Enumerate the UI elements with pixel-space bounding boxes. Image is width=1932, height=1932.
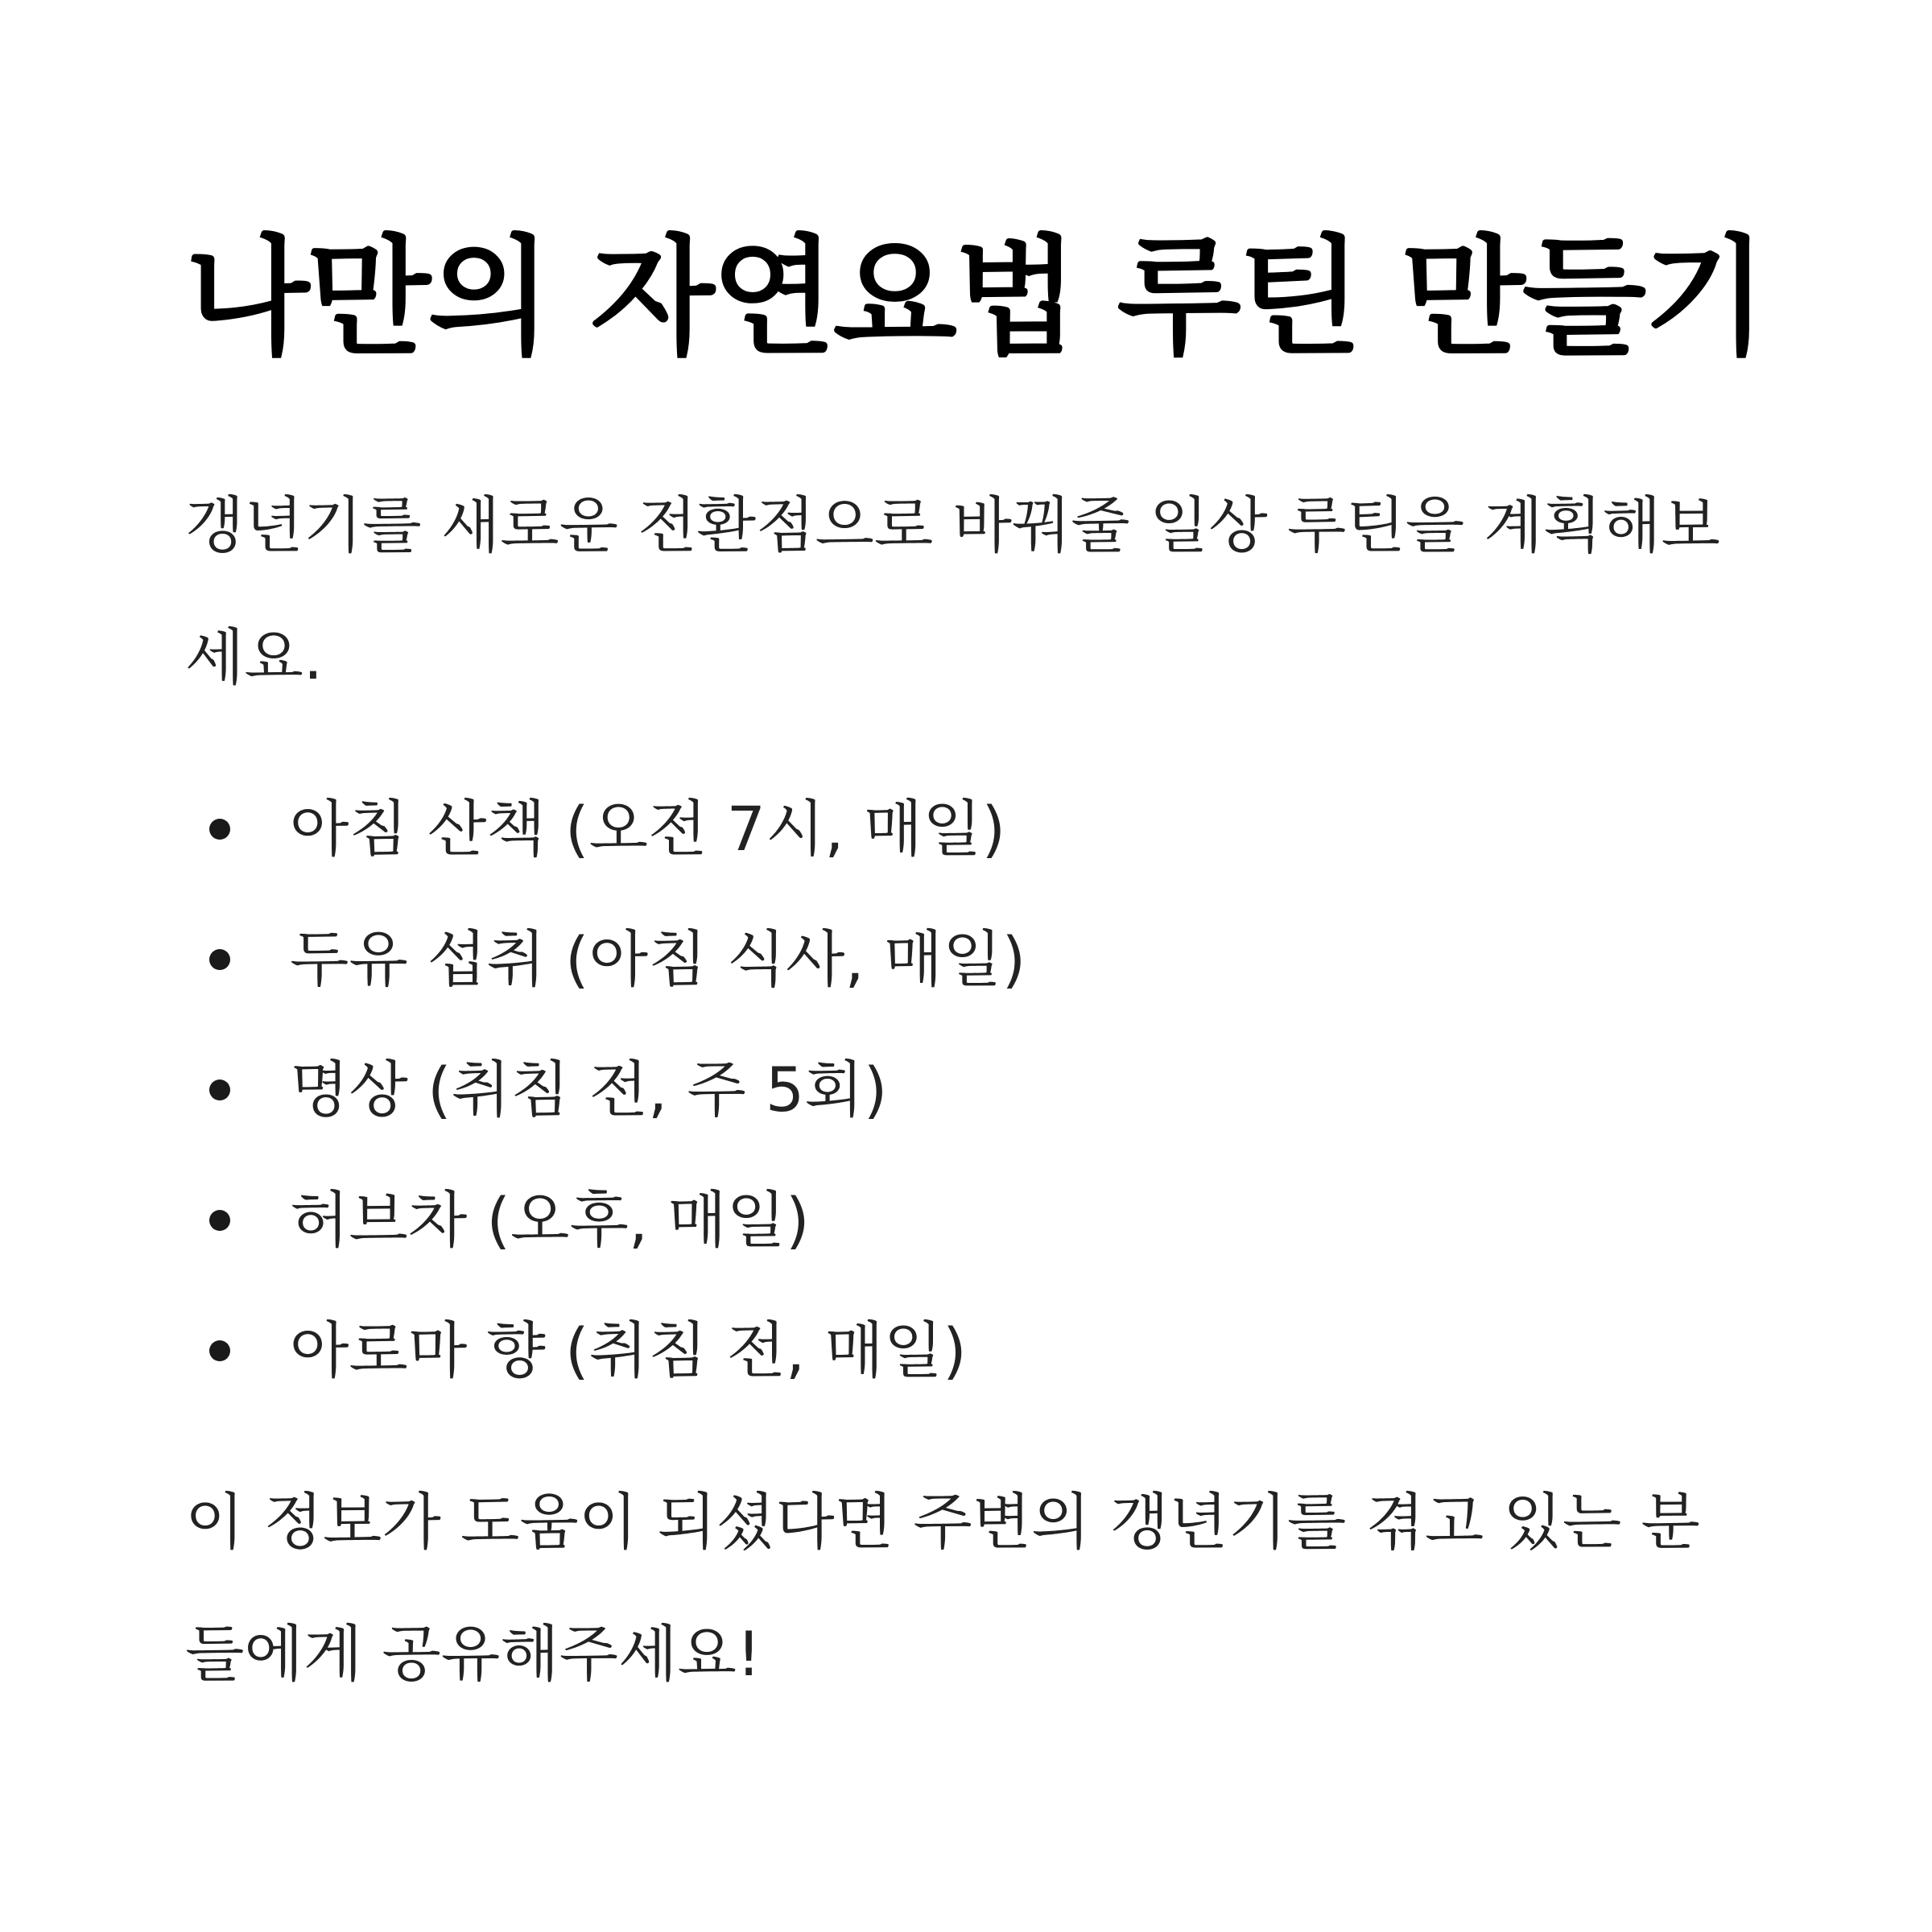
page-title: 나만의 자연요법 루틴 만들기 xyxy=(185,222,1765,373)
list-item-text: 명상 (취침 전, 주 5회) xyxy=(290,1054,888,1126)
routine-list xyxy=(185,764,1747,1416)
list-item xyxy=(185,1286,1747,1416)
list-item xyxy=(185,1025,1747,1155)
list-item-text: 허브차 (오후, 매일) xyxy=(290,1184,810,1257)
bullet-icon xyxy=(209,819,230,840)
list-item xyxy=(185,894,1747,1025)
bullet-icon xyxy=(209,949,230,970)
list-item xyxy=(185,1155,1747,1286)
list-item-text: 아침 산책 (오전 7시, 매일) xyxy=(290,793,1006,865)
bullet-icon xyxy=(209,1080,230,1100)
list-item xyxy=(185,764,1747,894)
outro-paragraph: 이 정보가 도움이 되셨다면 주변의 갱년기를 겪고 있는 분들에게 공유해주세요! xyxy=(185,1486,1700,1690)
bullet-icon xyxy=(209,1210,230,1231)
list-item-text: 두유 섭취 (아침 식사, 매일) xyxy=(290,923,1026,996)
bullet-icon xyxy=(209,1340,230,1361)
list-item-text: 아로마 향 (취침 전, 매일) xyxy=(290,1315,967,1387)
intro-paragraph: 갱년기를 새로운 전환점으로 바꿔줄 일상 루틴을 계획해보세요. xyxy=(185,489,1720,694)
